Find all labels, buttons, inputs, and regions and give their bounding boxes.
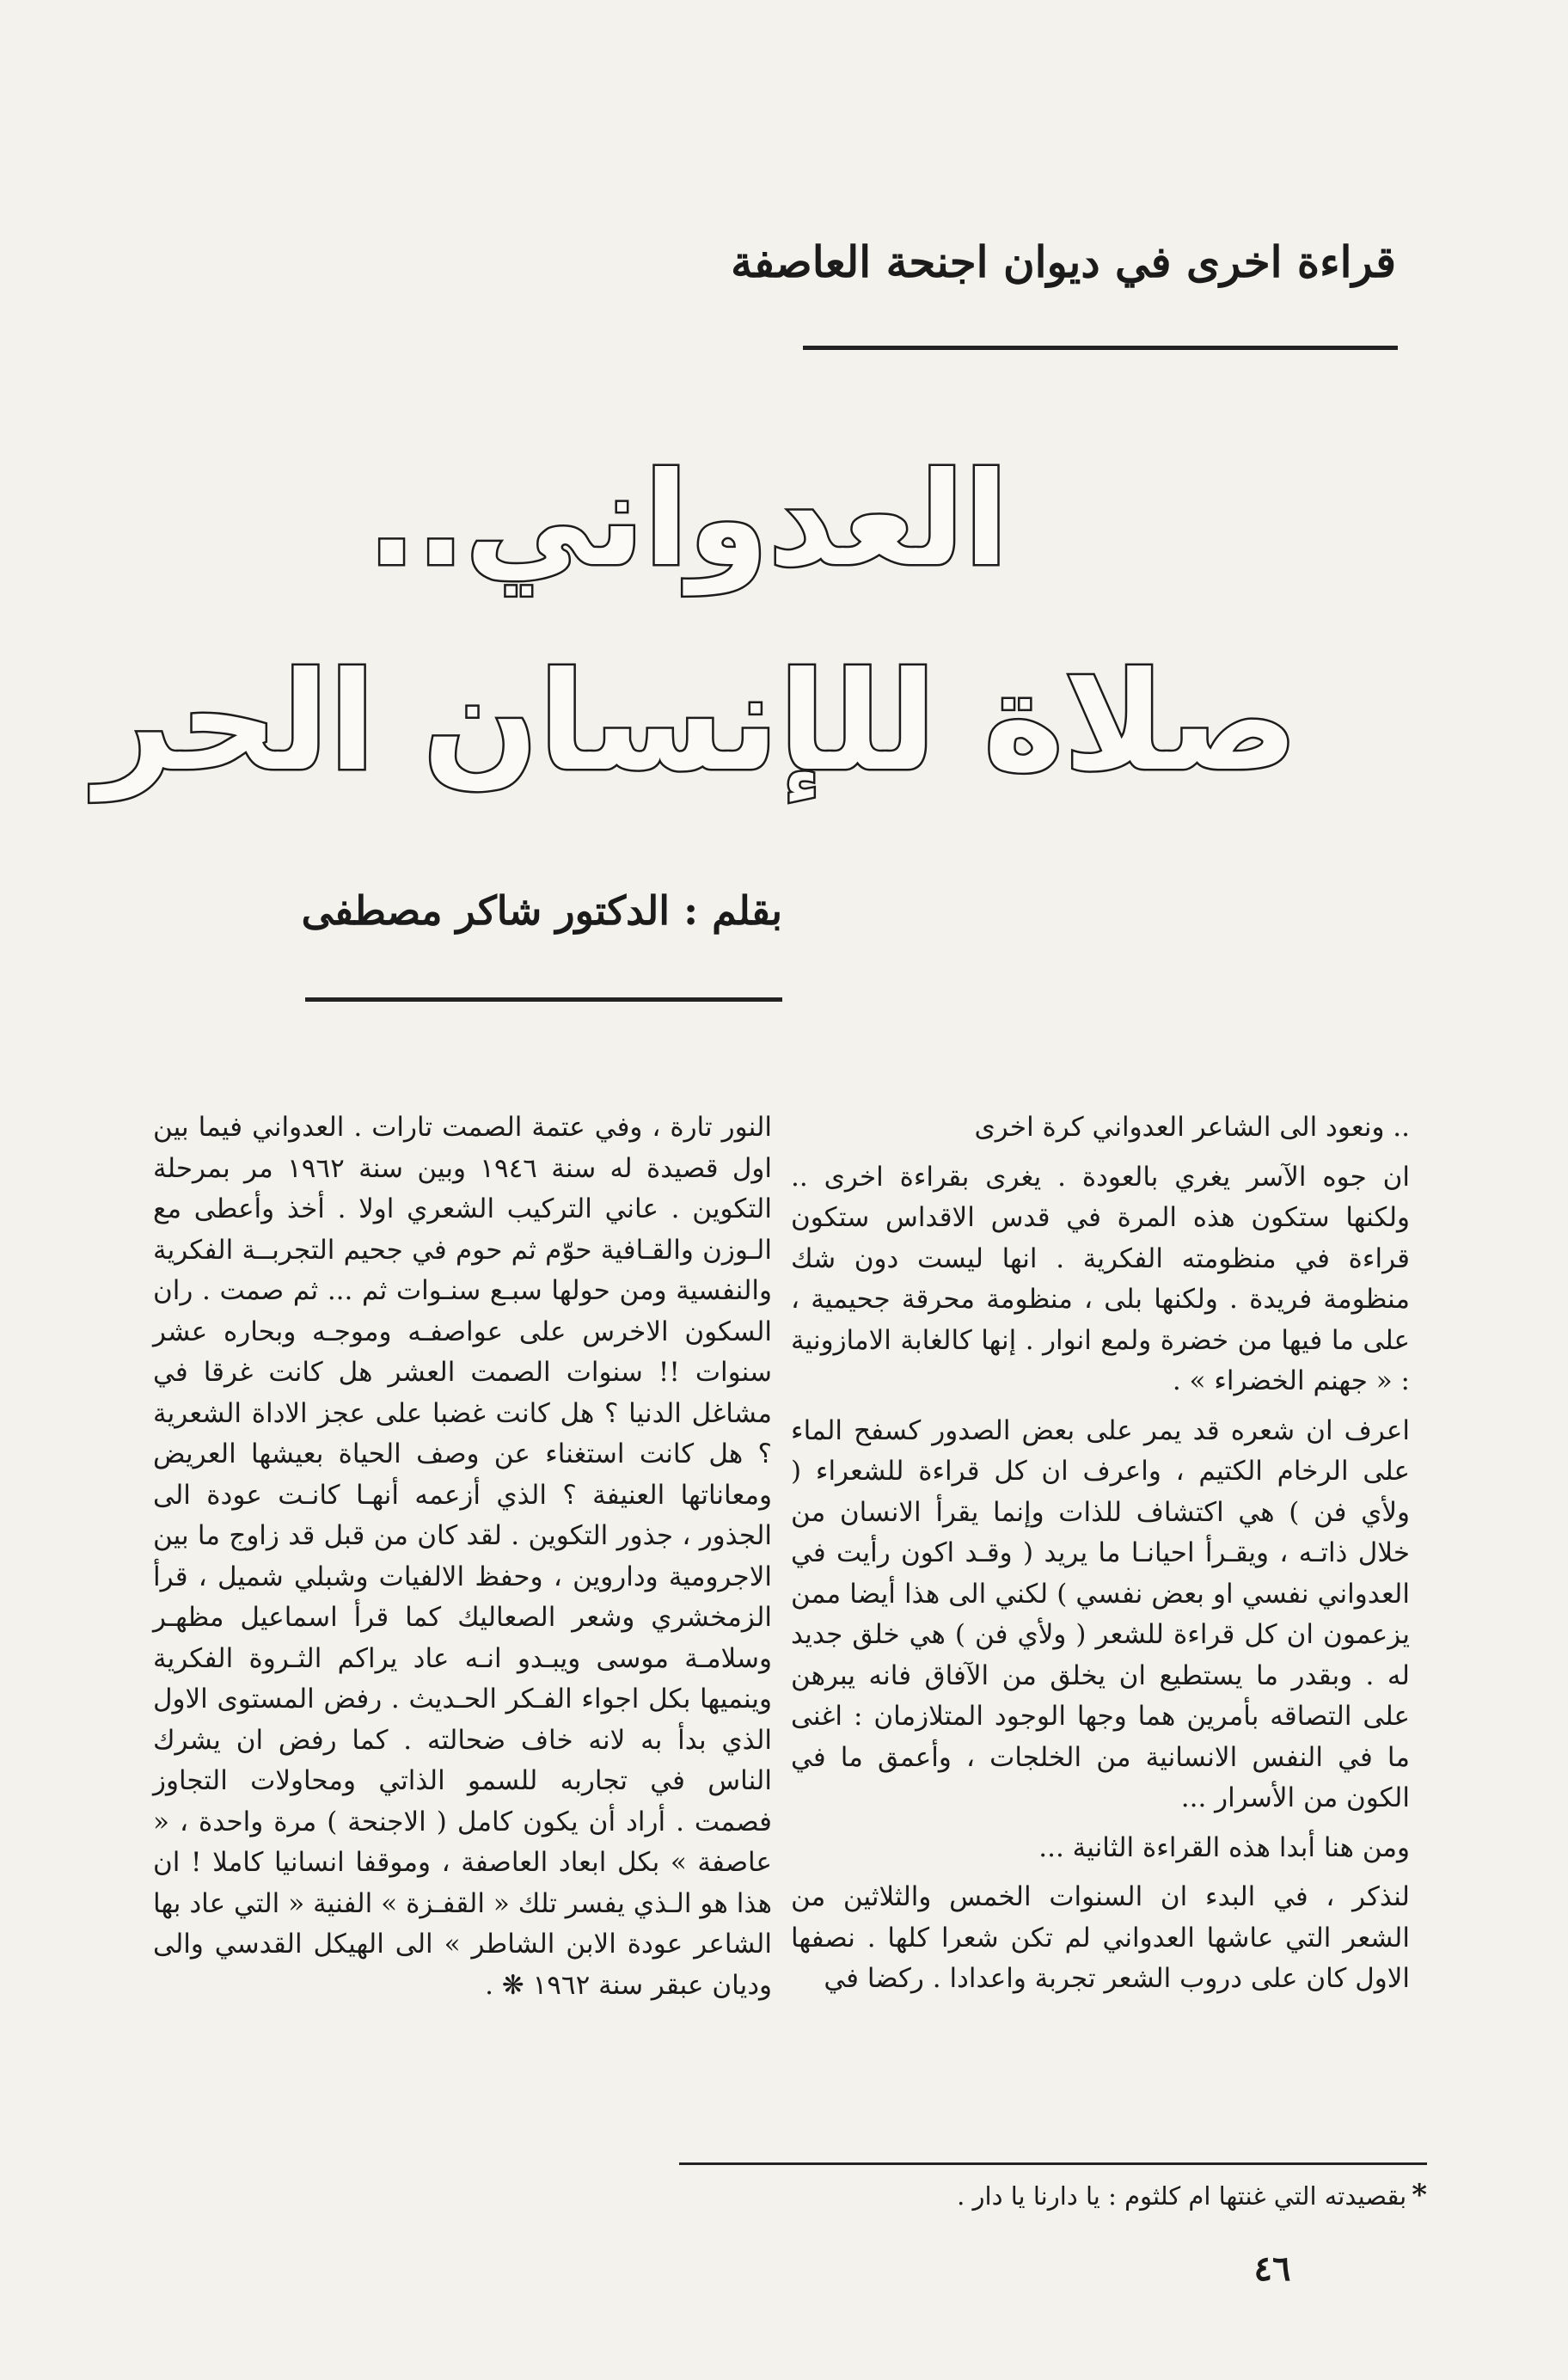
section-divider: [803, 346, 1398, 350]
paragraph: لنذكر ، في البدء ان السنوات الخمس والثلاثين من الشعر التي عاشها العدواني لم تكن شعرا كلها . نصفها الاول كان على دروب الشعر تجربة واعدادا . ركضا في: [791, 1881, 1410, 1994]
article-title-line1: العدواني..: [367, 445, 1008, 595]
paragraph: .. ونعود الى الشاعر العدواني كرة اخرى: [974, 1112, 1410, 1143]
section-label: قراءة اخرى في ديوان اجنحة العاصفة: [731, 236, 1396, 287]
footnote-marker: *: [1412, 2178, 1427, 2212]
article-title-line2: صلاة للإنسان الحر: [95, 643, 1298, 801]
footnote: [679, 2175, 1427, 2217]
byline: بقلم : الدكتور شاكر مصطفى: [301, 887, 782, 934]
byline-divider: [305, 997, 782, 1002]
paragraph: النور تارة ، وفي عتمة الصمت تارات . العدواني فيما بين اول قصيدة له سنة ١٩٤٦ وبين سنة ١٩٦٢ مر بمرحلة التكوين . عاني التركيب الشعري اولا . أخذ وأعطى مع الـوزن والقـافية حوّم ثم حوم في جحيم التجربــة الفكرية والنفسية ومن حولها سبـع سنـوات ثم ... ثم صمت . ران السكون الاخرس على عواصفـه وموجـه وبحاره عشر سنوات !! سنوات الصمت العشر هل كانت غرقا في مشاغل الدنيا ؟ هل كانت غضبا على عجز الاداة الشعرية ؟ هل كانت استغناء عن وصف الحياة بعيشها العريض ومعاناتها العنيفة ؟ الذي أزعمه أنهـا كانـت عودة الى الجذور ، جذور التكوين . لقد كان من قبل قد زاوج ما بين الاجرومية وداروين ، وحفظ الالفيات وشبلي شميل ، قرأ الزمخشري وشعر الصعاليك كما قرأ اسماعيل مظهـر وسلامـة موسى ويبـدو انـه عاد يراكم الثـروة الفكرية وينميها بكل اجواء الفـكر الحـديث . رفض المستوى الاول الذي بدأ به لانه خاف ضحالته . كما رفض ان يشرك الناس في تجاربه للسمو الذاتي ومحاولات التجاوز فصمت . أراد أن يكون كامل ( الاجنحة ) مرة واحدة ، « عاصفة » بكل ابعاد العاصفة ، وموقفا انسانيا كاملا ! ان هذا هو الـذي يفسر تلك « القفـزة » الفنية « التي عاد بها الشاعر عودة الابن الشاطر » الى الهيكل القدسي والى وديان عبقر سنة ١٩٦٢ ❋ .: [153, 1112, 773, 2001]
footnote-text: بقصيدته التي غنتها ام كلثوم : يا دارنا يا دار .: [957, 2181, 1407, 2211]
paragraph: اعرف ان شعره قد يمر على بعض الصدور كسفح الماء على الرخام الكتيم ، واعرف ان كل قراءة للشعراء ( ولأي فن ) هي اكتشاف للذات وإنما يقرأ الانسان من خلال ذاتـه ، ويقـرأ احيانـا ما يريد ( وقـد اكون رأيت في العدواني نفسي او بعض نفسي ) لكني الى هذا أيضا ممن يزعمون ان كل قراءة للشعر ( ولأي فن ) هي خلق جديد له . وبقدر ما يستطيع ان يخلق من الآفاق فانه يبرهن على التصاقه بأمرين هما وجها الوجود المتلازمان : اغنى ما في النفس الانسانية من الخلجات ، وأعمق ما في الكون من الأسرار ...: [791, 1414, 1410, 1813]
page-number: ٤٦: [1253, 2248, 1291, 2289]
body-column-left: [153, 1107, 772, 2015]
paragraph: ان جوه الآسر يغري بالعودة . يغرى بقراءة اخرى .. ولكنها ستكون هذه المرة في قدس الاقداس ستكون قراءة في منظومته الفكرية . انها ليست دون شك منظومة فريدة . ولكنها بلى ، منظومة محرقة جحيمية ، على ما فيها من خضرة ولمع انوار . إنها كالغابة الامازونية : « جهنم الخضراء » .: [791, 1161, 1410, 1396]
paragraph: ومن هنا أبدا هذه القراءة الثانية ...: [1038, 1831, 1410, 1863]
footnote-divider: [679, 2162, 1427, 2165]
body-column-right: [791, 1107, 1410, 2009]
